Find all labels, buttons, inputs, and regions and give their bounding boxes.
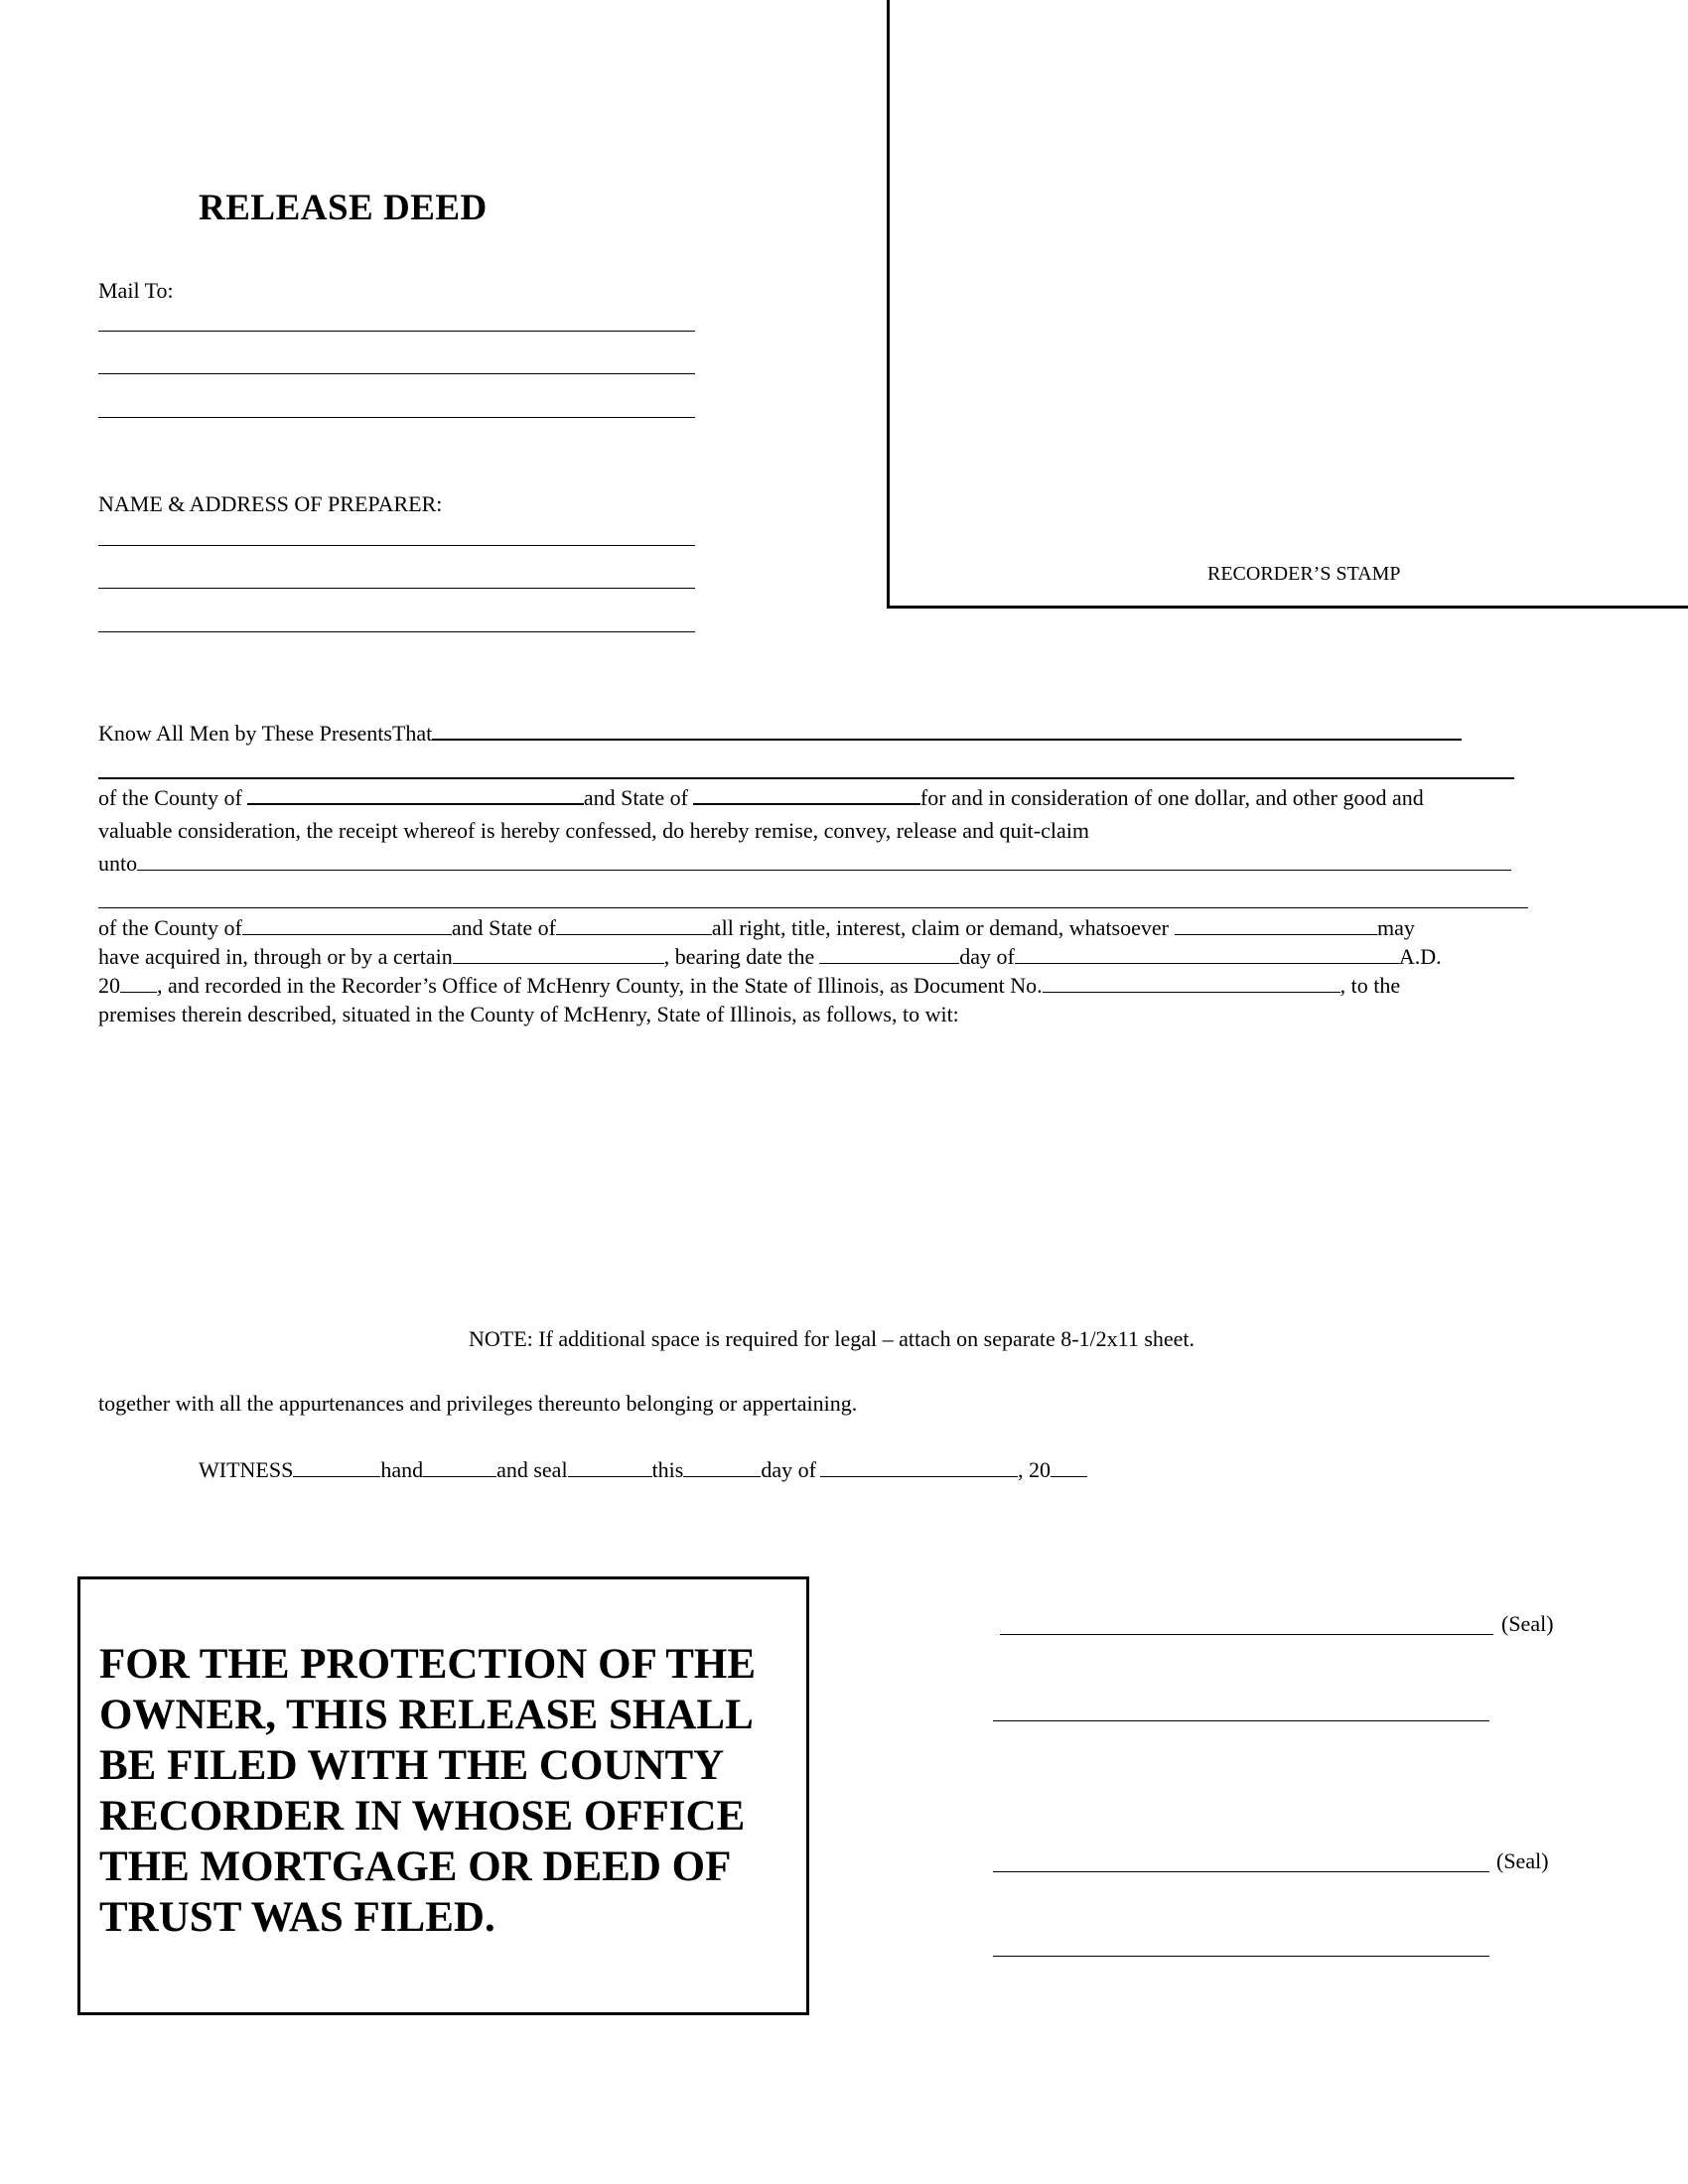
signature-name-line-2[interactable] [993, 1956, 1489, 1957]
and-state-of-text: and State of [583, 785, 688, 810]
witness-line [199, 1456, 1087, 1484]
mail-to-line-1[interactable] [98, 331, 695, 332]
unto-text: unto [98, 851, 138, 876]
signature-line-1[interactable] [1000, 1634, 1493, 1635]
mail-to-line-3[interactable] [98, 417, 695, 418]
grantee-county-blank[interactable] [242, 916, 452, 935]
seal-label-2: (Seal) [1496, 1848, 1549, 1873]
grantee-state-blank[interactable] [556, 916, 712, 935]
have-acquired-text: have acquired in, through or by a certain [98, 944, 453, 969]
seal-blank[interactable] [568, 1458, 652, 1477]
day-of-text: day of [959, 944, 1015, 969]
year-blank[interactable] [120, 974, 157, 993]
instrument-type-blank[interactable] [453, 945, 664, 964]
whatsoever-blank[interactable] [1175, 916, 1377, 935]
para2-line4: premises therein described, situated in the County of McHenry, State of Illinois, as follows, to wit: [98, 1002, 959, 1026]
comma-20-text: , 20 [1017, 1457, 1051, 1482]
page-title: RELEASE DEED [199, 188, 488, 228]
para2-line3 [98, 972, 1400, 1000]
bearing-date-text: , bearing date the [663, 944, 815, 969]
mail-to-line-2[interactable] [98, 373, 695, 374]
mail-to-label: Mail To: [98, 278, 174, 303]
preparer-line-1[interactable] [98, 545, 695, 546]
grantor-county-blank[interactable] [247, 785, 584, 805]
recorded-text: , and recorded in the Recorder’s Office of McHenry County, in the State of Illinois, as Document No. [157, 973, 1043, 998]
this-text: this [651, 1457, 684, 1482]
witness-year-blank[interactable] [1051, 1458, 1087, 1477]
preparer-line-3[interactable] [98, 631, 695, 632]
signature-name-line-1[interactable] [993, 1720, 1489, 1721]
grantee-name-line-2[interactable] [98, 907, 1528, 908]
note-text: NOTE: If additional space is required for legal – attach on separate 8-1/2x11 sheet. [469, 1326, 1196, 1351]
know-all-men-line [98, 720, 1462, 748]
seal-label-1: (Seal) [1501, 1611, 1554, 1636]
together-text: together with all the appurtenances and privileges thereunto belonging or appertaining. [98, 1391, 858, 1416]
and-seal-text: and seal [496, 1457, 568, 1482]
ad-text: A.D. [1398, 944, 1442, 969]
filing-notice-text: FOR THE PROTECTION OF THE OWNER, THIS RELEASE SHALL BE FILED WITH THE COUNTY RECORDER IN WHOSE OFFICE THE MORTGAGE OR DEED OF TRUST WAS FILED. [99, 1641, 757, 1941]
consideration-text: for and in consideration of one dollar, and other good and [919, 785, 1424, 810]
know-all-men-text: Know All Men by These PresentsThat [98, 721, 433, 746]
preparer-line-2[interactable] [98, 588, 695, 589]
and-state-of-text-2: and State of [451, 915, 556, 940]
hand-blank[interactable] [423, 1458, 496, 1477]
preparer-label: NAME & ADDRESS OF PREPARER: [98, 491, 443, 516]
this-day-blank[interactable] [683, 1458, 761, 1477]
all-right-text: all right, title, interest, claim or demand, whatsoever [711, 915, 1169, 940]
may-text: may [1376, 915, 1415, 940]
para1-unto-line [98, 850, 1511, 878]
witness-month-blank[interactable] [820, 1458, 1018, 1477]
para2-line1 [98, 914, 1415, 942]
document-number-blank[interactable] [1043, 974, 1340, 993]
recorder-stamp-label: RECORDER’S STAMP [1207, 563, 1401, 585]
day-of-text-2: day of [761, 1457, 816, 1482]
year-prefix-text: 20 [98, 973, 120, 998]
to-the-text: , to the [1339, 973, 1401, 998]
bearing-month-blank[interactable] [1015, 945, 1399, 964]
county-of-text-2: of the County of [98, 915, 242, 940]
bearing-day-blank[interactable] [819, 945, 959, 964]
witness-blank[interactable] [293, 1458, 380, 1477]
grantee-name-blank[interactable] [137, 852, 1511, 871]
para1-line1 [98, 784, 1424, 812]
grantor-state-blank[interactable] [693, 785, 920, 805]
grantor-name-line-2[interactable] [98, 777, 1514, 779]
para1-line2: valuable consideration, the receipt whereof is hereby confessed, do hereby remise, convey, release and quit-claim [98, 818, 1089, 843]
witness-text: WITNESS [199, 1457, 294, 1482]
hand-text: hand [380, 1457, 424, 1482]
signature-line-2[interactable] [993, 1871, 1489, 1872]
para2-line2 [98, 943, 1442, 971]
recorder-stamp-box [887, 0, 1688, 609]
legal-description-area[interactable] [98, 1042, 1528, 1310]
county-of-text: of the County of [98, 785, 242, 810]
grantor-name-blank[interactable] [432, 721, 1462, 741]
